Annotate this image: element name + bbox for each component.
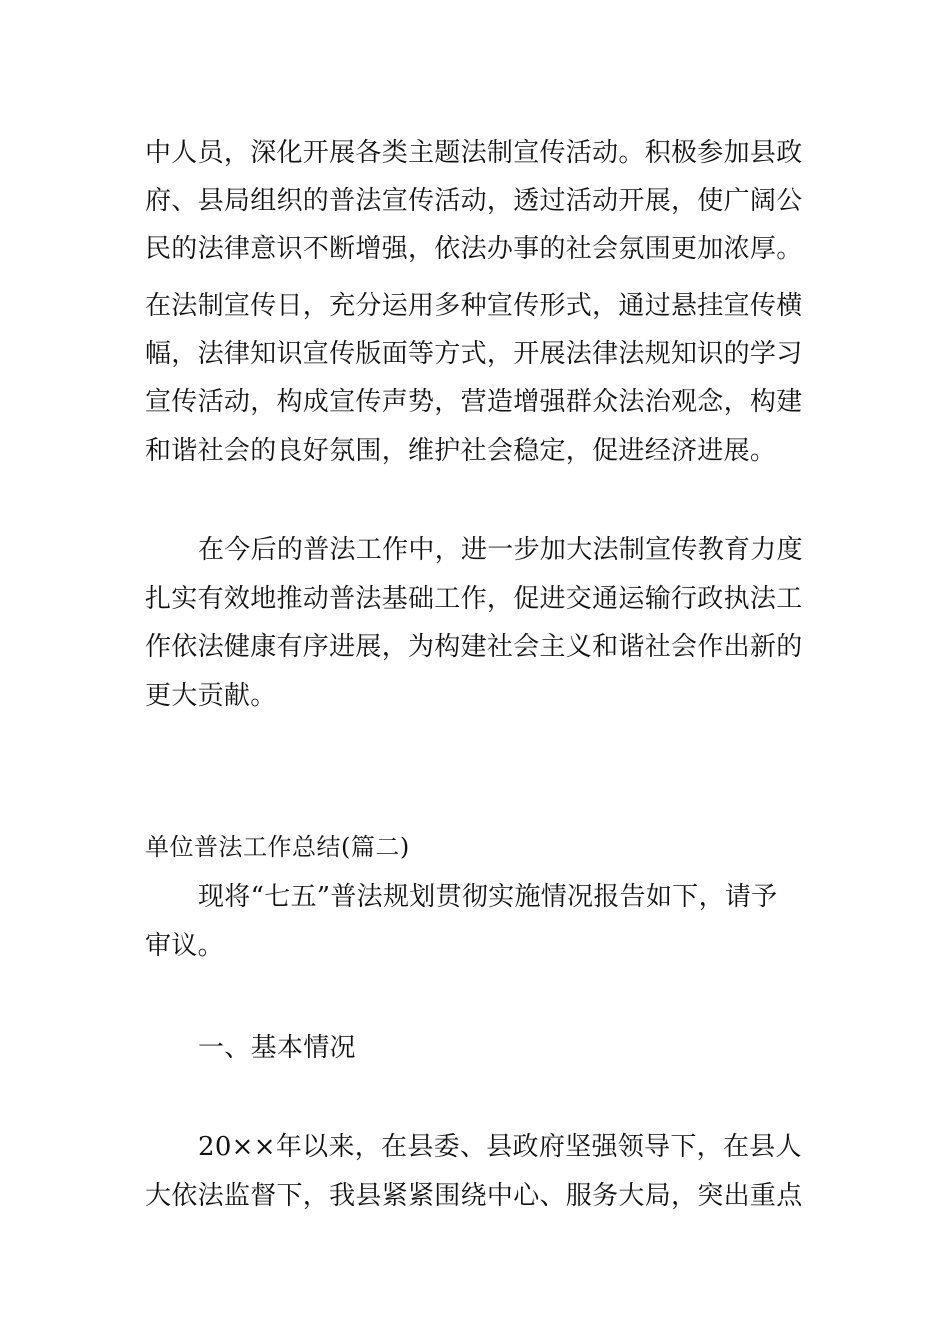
paragraph-line: 中人员，深化开展各类主题法制宣传活动。积极参加县政 xyxy=(145,138,803,168)
paragraph-line: 宣传活动，构成宣传声势，营造增强群众法治观念，构建 xyxy=(145,387,803,417)
paragraph-line: 府、县局组织的普法宣传活动，透过活动开展，使广阔公 xyxy=(145,186,803,216)
paragraph-line: 现将“七五”普法规划贯彻实施情况报告如下，请予 xyxy=(198,882,778,912)
paragraph-line: 审议。 xyxy=(145,931,224,961)
paragraph-line: 在法制宣传日，充分运用多种宣传形式，通过悬挂宣传横 xyxy=(145,291,803,321)
paragraph-line: 扎实有效地推动普法基础工作，促进交通运输行政执法工 xyxy=(145,584,803,614)
paragraph-line: 幅，法律知识宣传版面等方式，开展法律法规知识的学习 xyxy=(145,339,803,369)
paragraph-line: 更大贡献。 xyxy=(145,681,277,711)
paragraph-line: 20××年以来，在县委、县政府坚强领导下，在县人 xyxy=(198,1132,802,1162)
paragraph-line: 作依法健康有序进展，为构建社会主义和谐社会作出新的 xyxy=(145,632,803,662)
paragraph-line: 大依法监督下，我县紧紧围绕中心、服务大局，突出重点 xyxy=(145,1181,803,1211)
section-title: 单位普法工作总结(篇二) xyxy=(145,833,410,861)
paragraph-line: 民的法律意识不断增强，依法办事的社会氛围更加浓厚。 xyxy=(145,234,803,264)
subheading: 一、基本情况 xyxy=(198,1033,356,1063)
paragraph-line: 和谐社会的良好氛围，维护社会稳定，促进经济进展。 xyxy=(145,436,777,466)
paragraph-line: 在今后的普法工作中，进一步加大法制宣传教育力度 xyxy=(198,535,803,565)
